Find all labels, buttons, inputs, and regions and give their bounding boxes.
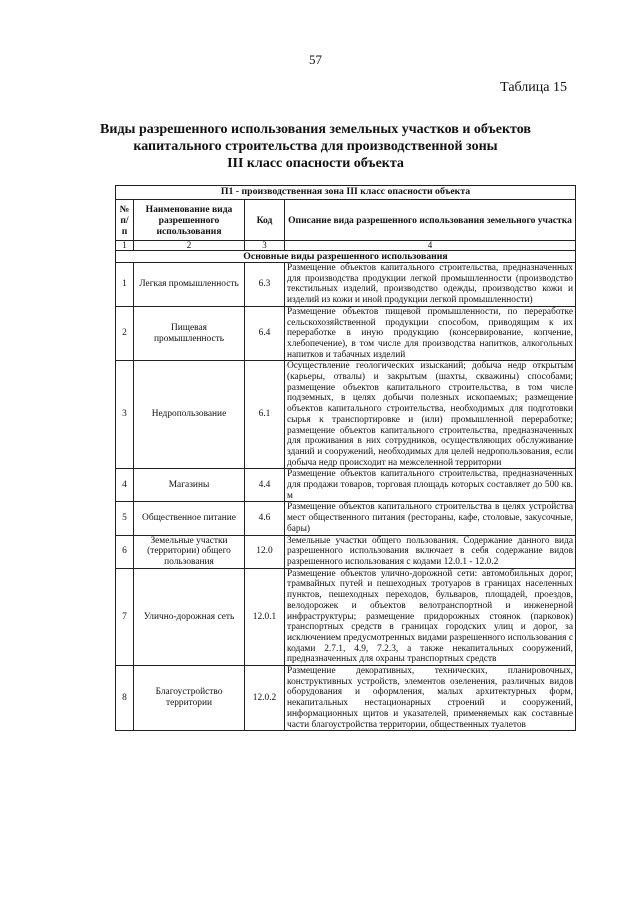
column-header-description: Описание вида разрешенного использования земельного участка [285, 200, 576, 241]
table-row [116, 535, 576, 568]
use-type-description: Размещение объектов капитального строительства в целях устройства мест общественного питания (рестораны, кафе, столовые, закусочные, бары) [285, 502, 576, 535]
row-number: 1 [116, 263, 134, 307]
column-header-code: Код [245, 200, 285, 241]
use-type-description: Земельные участки общего пользования. Содержание данного вида разрешенного использования включает в себя содержание видов разрешенного использования с кодами 12.0.1 - 12.0.2 [285, 535, 576, 568]
use-type-description: Размещение объектов капитального строительства, предназначенных для продажи товаров, торговая площадь которых составляет до 500 кв. м [285, 469, 576, 502]
use-type-name: Улично-дорожная сеть [134, 568, 245, 665]
use-type-name: Легкая промышленность [134, 263, 245, 307]
row-number: 2 [116, 306, 134, 361]
row-number: 4 [116, 469, 134, 502]
column-header-name: Наименование вида разрешенного использования [134, 200, 245, 241]
use-type-name: Магазины [134, 469, 245, 502]
use-type-name: Земельные участки (территории) общего пользования [134, 535, 245, 568]
row-number: 5 [116, 502, 134, 535]
use-type-description: Размещение декоративных, технических, планировочных, конструктивных устройств, элементов озеленения, различных видов оборудования и оформления, малых архитектурных форм, некапитальных нестационарных строений и сооружений, информационных щитов и указателей, применяемых как составные части благоустройства территории, общественных туалетов [285, 666, 576, 731]
use-type-name: Благоустройство территории [134, 666, 245, 731]
title-line: капитального строительства для производственной зоны [133, 139, 498, 154]
use-type-code: 6.4 [245, 306, 285, 361]
use-type-code: 4.4 [245, 469, 285, 502]
use-type-code: 12.0.1 [245, 568, 285, 665]
document-title [40, 121, 591, 172]
title-line: Виды разрешенного использования земельных участков и объектов [100, 122, 531, 137]
use-type-name: Недропользование [134, 361, 245, 469]
use-type-description: Размещение объектов пищевой промышленности, по переработке сельскохозяйственной продукции способом, приводящим к их переработке в иную продукцию (консервирование, копчение, хлебопечение), в том числе для производства напитков, алкогольных напитков и табачных изделий [285, 306, 576, 361]
row-number: 3 [116, 361, 134, 469]
use-type-code: 12.0 [245, 535, 285, 568]
table-row [116, 666, 576, 731]
row-number: 7 [116, 568, 134, 665]
row-number: 8 [116, 666, 134, 731]
column-number: 3 [245, 241, 285, 251]
column-header-number: № п/п [116, 200, 134, 241]
page-number: 57 [309, 52, 322, 67]
use-type-name: Общественное питание [134, 502, 245, 535]
table-row [116, 306, 576, 361]
use-type-code: 6.1 [245, 361, 285, 469]
use-type-description: Осуществление геологических изысканий; добыча недр открытым (карьеры, отвалы) и закрытым (шахты, скважины) способами; размещение объектов капитального строительства, в том числе подземных, в целях добычи полезных ископаемых; размещение объектов капитального строительства, необходимых для подготовки сырья к транспортировке и (или) промышленной переработке; размещение объектов капитального строительства, предназначенных для проживания в них сотрудников, осуществляющих обслуживание зданий и сооружений, необходимых для целей недропользования, если добыча недр происходит на межселенной территории [285, 361, 576, 469]
land-use-table [115, 185, 576, 731]
table-row [116, 502, 576, 535]
table-row [116, 263, 576, 307]
use-type-name: Пищевая промышленность [134, 306, 245, 361]
table-row [116, 469, 576, 502]
use-type-description: Размещение объектов капитального строительства, предназначенных для производства продукции легкой промышленности (производство текстильных изделий, производство одежды, производство кожи и изделий из кожи и иной продукции легкой промышленности) [285, 263, 576, 307]
row-number: 6 [116, 535, 134, 568]
table-label: Таблица 15 [500, 80, 567, 95]
use-type-description: Размещение объектов улично-дорожной сети: автомобильных дорог, трамвайных путей и пешеходных тротуаров в границах населенных пунктов, пешеходных переходов, бульваров, площадей, проездов, велодорожек и объектов велотранспортной и инженерной инфраструктуры; размещение придорожных стоянок (парковок) транспортных средств в границах городских улиц и дорог, за исключением предусмотренных видами разрешенного использования с кодами 2.7.1, 4.9, 7.2.3, а также некапитальных сооружений, предназначенных для охраны транспортных средств [285, 568, 576, 665]
column-number: 4 [285, 241, 576, 251]
use-type-code: 6.3 [245, 263, 285, 307]
section-title: Основные виды разрешенного использования [116, 251, 576, 263]
zone-header: П1 - производственная зона III класс опасности объекта [116, 186, 576, 200]
table-row [116, 361, 576, 469]
table-row [116, 568, 576, 665]
title-line: III класс опасности объекта [227, 156, 404, 171]
column-number: 1 [116, 241, 134, 251]
use-type-code: 4.6 [245, 502, 285, 535]
column-number: 2 [134, 241, 245, 251]
use-type-code: 12.0.2 [245, 666, 285, 731]
